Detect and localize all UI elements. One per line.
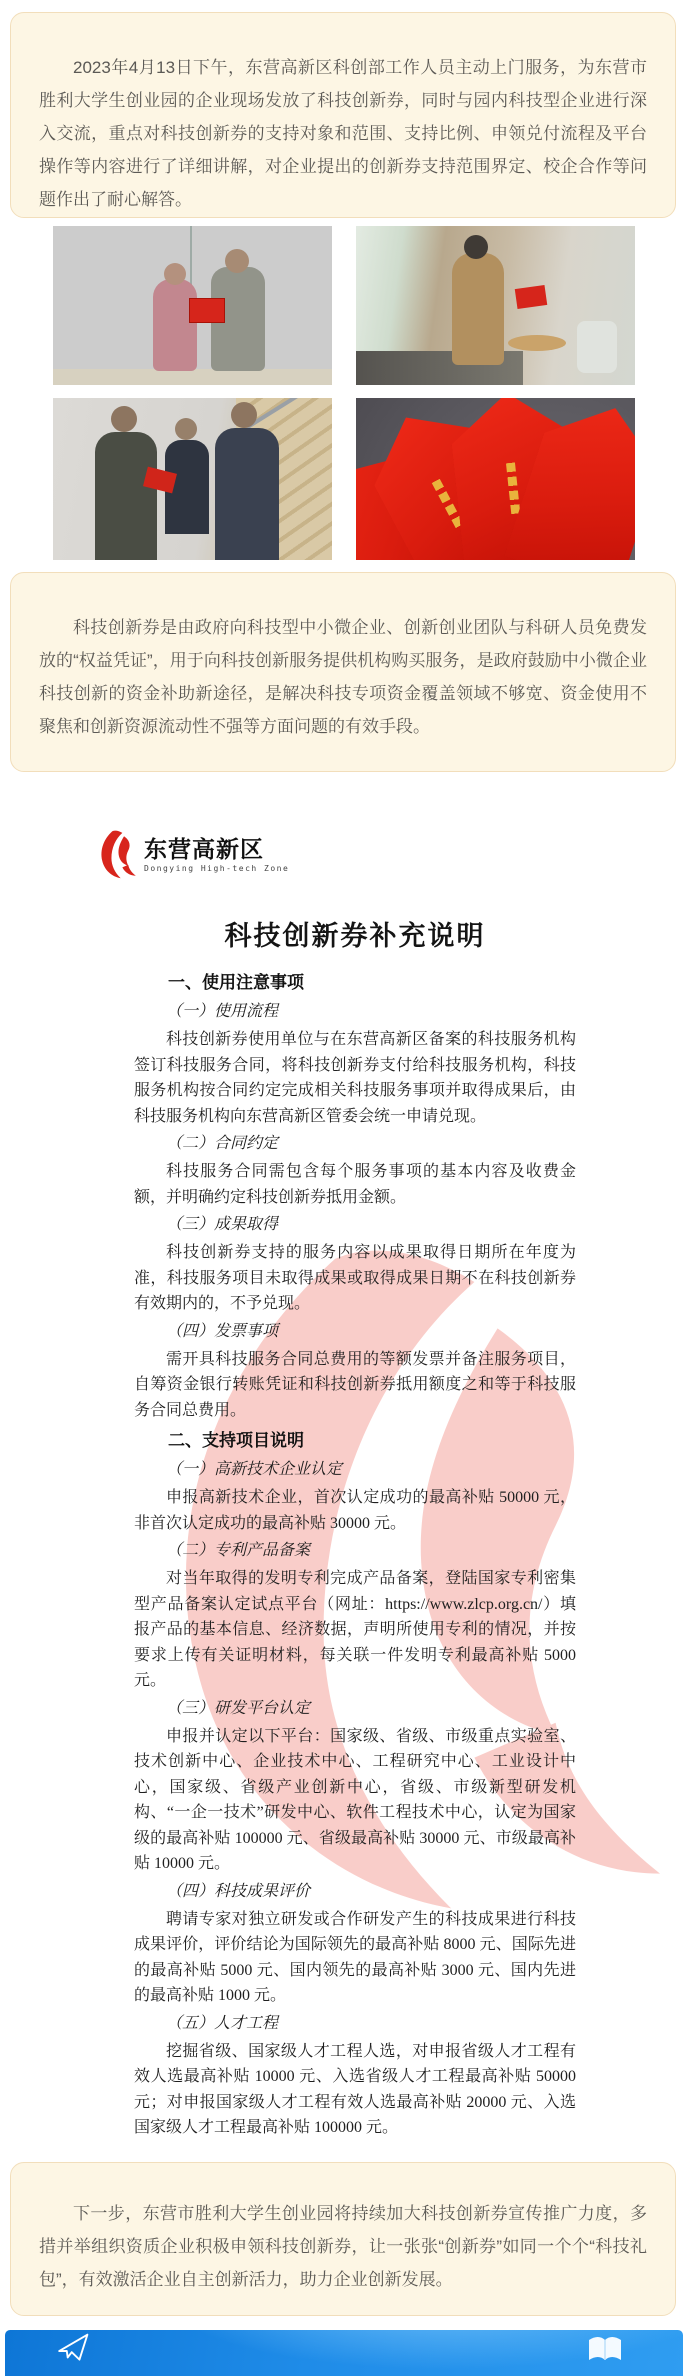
- doc-paragraph: 对当年取得的发明专利完成产品备案，登陆国家专利密集型产品备案认定试点平台（网址：https://www.zlcp.org.cn/）填报产品的基本信息、经济数据，声明所使用专利的情况，并按要求上传有关证明材料，每关联一件发明专利最高补贴 5000 元。: [134, 1570, 576, 1689]
- paper-plane-icon: [55, 2331, 93, 2365]
- intro-paragraph: 2023年4月13日下午，东营高新区科创部工作人员主动上门服务，为东营市胜利大学生创业园的企业现场发放了科技创新券，同时与园内科技型企业进行深入交流，重点对科技创新券的支持对象和范围、支持比例、申领兑付流程及平台操作等内容进行了详细讲解，对企业提出的创新券支持范围界定、校企合作等问题作出了耐心解答。: [39, 58, 647, 209]
- closing-note-box: [10, 2162, 676, 2316]
- document-content: [0, 788, 688, 2142]
- photo3-figure-2-head: [175, 418, 197, 440]
- sub-heading: （五）人才工程: [166, 2014, 279, 2032]
- doc-paragraph: 科技创新券支持的服务内容以成果取得日期所在年度为准，科技服务项目未取得成果或取得成果日期不在科技创新券有效期内的，不予兑现。: [134, 1244, 576, 1312]
- sub-heading: （一）高新技术企业认定: [166, 1461, 343, 1478]
- photo2-figure-head: [464, 235, 488, 259]
- sub-heading: （四）发票事项: [166, 1322, 279, 1340]
- doc-paragraph: 挖掘省级、国家级人才工程人选，对申报省级人才工程有效人选最高补贴 10000 元、入选省级人才工程最高补贴 50000 元；对申报国家级人才工程有效人选最高补贴 20000 元、入选国家级人才工程最高补贴 100000 元。: [134, 2042, 576, 2136]
- logo-name-en: Dongying High-tech Zone: [144, 864, 290, 873]
- footer-banner: [5, 2330, 683, 2376]
- photo3-figure-1: [95, 432, 157, 560]
- photo1-figure-left-head: [164, 263, 186, 285]
- photo-voucher-handover[interactable]: [53, 226, 332, 385]
- sub-heading: （二）合同约定: [166, 1135, 279, 1152]
- photo2-table: [508, 335, 566, 351]
- sub-heading: （四）科技成果评价: [166, 1882, 311, 1900]
- supplement-document: [0, 788, 688, 2142]
- doc-paragraph: 申报高新技术企业，首次认定成功的最高补贴 50000 元，非首次认定成功的最高补贴 30000 元。: [134, 1489, 576, 1532]
- open-book-icon: [585, 2334, 625, 2364]
- sub-heading: （一）使用流程: [166, 1003, 279, 1020]
- photo-red-envelopes[interactable]: [356, 398, 635, 560]
- document-title: 科技创新券补充说明: [224, 921, 486, 951]
- photo2-figure: [452, 253, 504, 365]
- photo3-figure-1-head: [111, 406, 137, 432]
- photo-park-discussion[interactable]: [356, 226, 635, 385]
- photo1-floor: [53, 369, 332, 385]
- sub-heading: （三）研发平台认定: [166, 1699, 311, 1717]
- photo1-figure-left: [153, 279, 197, 371]
- section-heading-2: 二、支持项目说明: [168, 1431, 304, 1450]
- doc-paragraph: 聘请专家对独立研发或合作研发产生的科技成果进行科技成果评价，评价结论为国际领先的最高补贴 8000 元、国际先进的最高补贴 5000 元、国内领先的最高补贴 3000 元、国内先进的最高补贴 1000 元。: [134, 1910, 576, 2004]
- doc-paragraph: 科技创新券使用单位与在东营高新区备案的科技服务机构签订科技服务合同，将科技创新券支付给科技服务机构，科技服务机构按合同约定完成相关科技服务事项并取得成果后，由科技服务机构向东营高新区管委会统一申请兑现。: [134, 1031, 576, 1125]
- photo2-chair: [577, 321, 617, 373]
- photo3-figure-3-head: [231, 402, 257, 428]
- doc-paragraph: 申报并认定以下平台：国家级、省级、市级重点实验室、技术创新中心、企业技术中心、工程研究中心、工业设计中心，国家级、省级产业创新中心，省级、市级新型研发机构、“一企一技术”研发中心、软件工程技术中心，认定为国家级的最高补贴 100000 元、省级最高补贴 30000 元、市级最高补贴 10000 元。: [134, 1727, 576, 1872]
- photo-stairwell-briefing[interactable]: [53, 398, 332, 560]
- photo1-red-certificate: [189, 298, 225, 323]
- logo-name-cn: 东营高新区: [144, 836, 264, 862]
- photo-grid: [53, 226, 635, 560]
- doc-paragraph: 需开具科技服务合同总费用的等额发票并备注服务项目，自筹资金银行转账凭证和科技创新券抵用额度之和等于科技服务合同总费用。: [134, 1350, 576, 1419]
- doc-paragraph: 科技服务合同需包含每个服务事项的基本内容及收费金额，并明确约定科技创新券抵用金额。: [134, 1163, 576, 1206]
- sub-heading: （二）专利产品备案: [166, 1542, 311, 1559]
- photo4-gold-text: [506, 462, 520, 515]
- sub-heading: （三）成果取得: [166, 1216, 279, 1233]
- flame-logo-icon: [98, 828, 140, 884]
- photo1-figure-right-head: [225, 249, 249, 273]
- photo2-red-voucher: [515, 285, 547, 309]
- closing-paragraph: 下一步，东营市胜利大学生创业园将持续加大科技创新券宣传推广力度，多措并举组织资质企业积极申领科技创新券，让一张张“创新券”如同一个个“科技礼包”，有效激活企业自主创新活力，助力企业创新发展。: [39, 2204, 647, 2289]
- intro-note-box: [10, 12, 676, 218]
- voucher-definition-box: [10, 572, 676, 772]
- section-heading-1: 一、使用注意事项: [168, 973, 304, 992]
- voucher-paragraph: 科技创新券是由政府向科技型中小微企业、创新创业团队与科研人员免费发放的“权益凭证”，用于向科技创新服务提供机构购买服务，是政府鼓励中小微企业科技创新的资金补助新途径，是解决科技专项资金覆盖领域不够宽、资金使用不聚焦和创新资源流动性不强等方面问题的有效手段。: [39, 618, 647, 736]
- document-logo: [98, 828, 576, 900]
- logo-text-block: [144, 836, 289, 873]
- photo3-figure-3: [215, 428, 279, 560]
